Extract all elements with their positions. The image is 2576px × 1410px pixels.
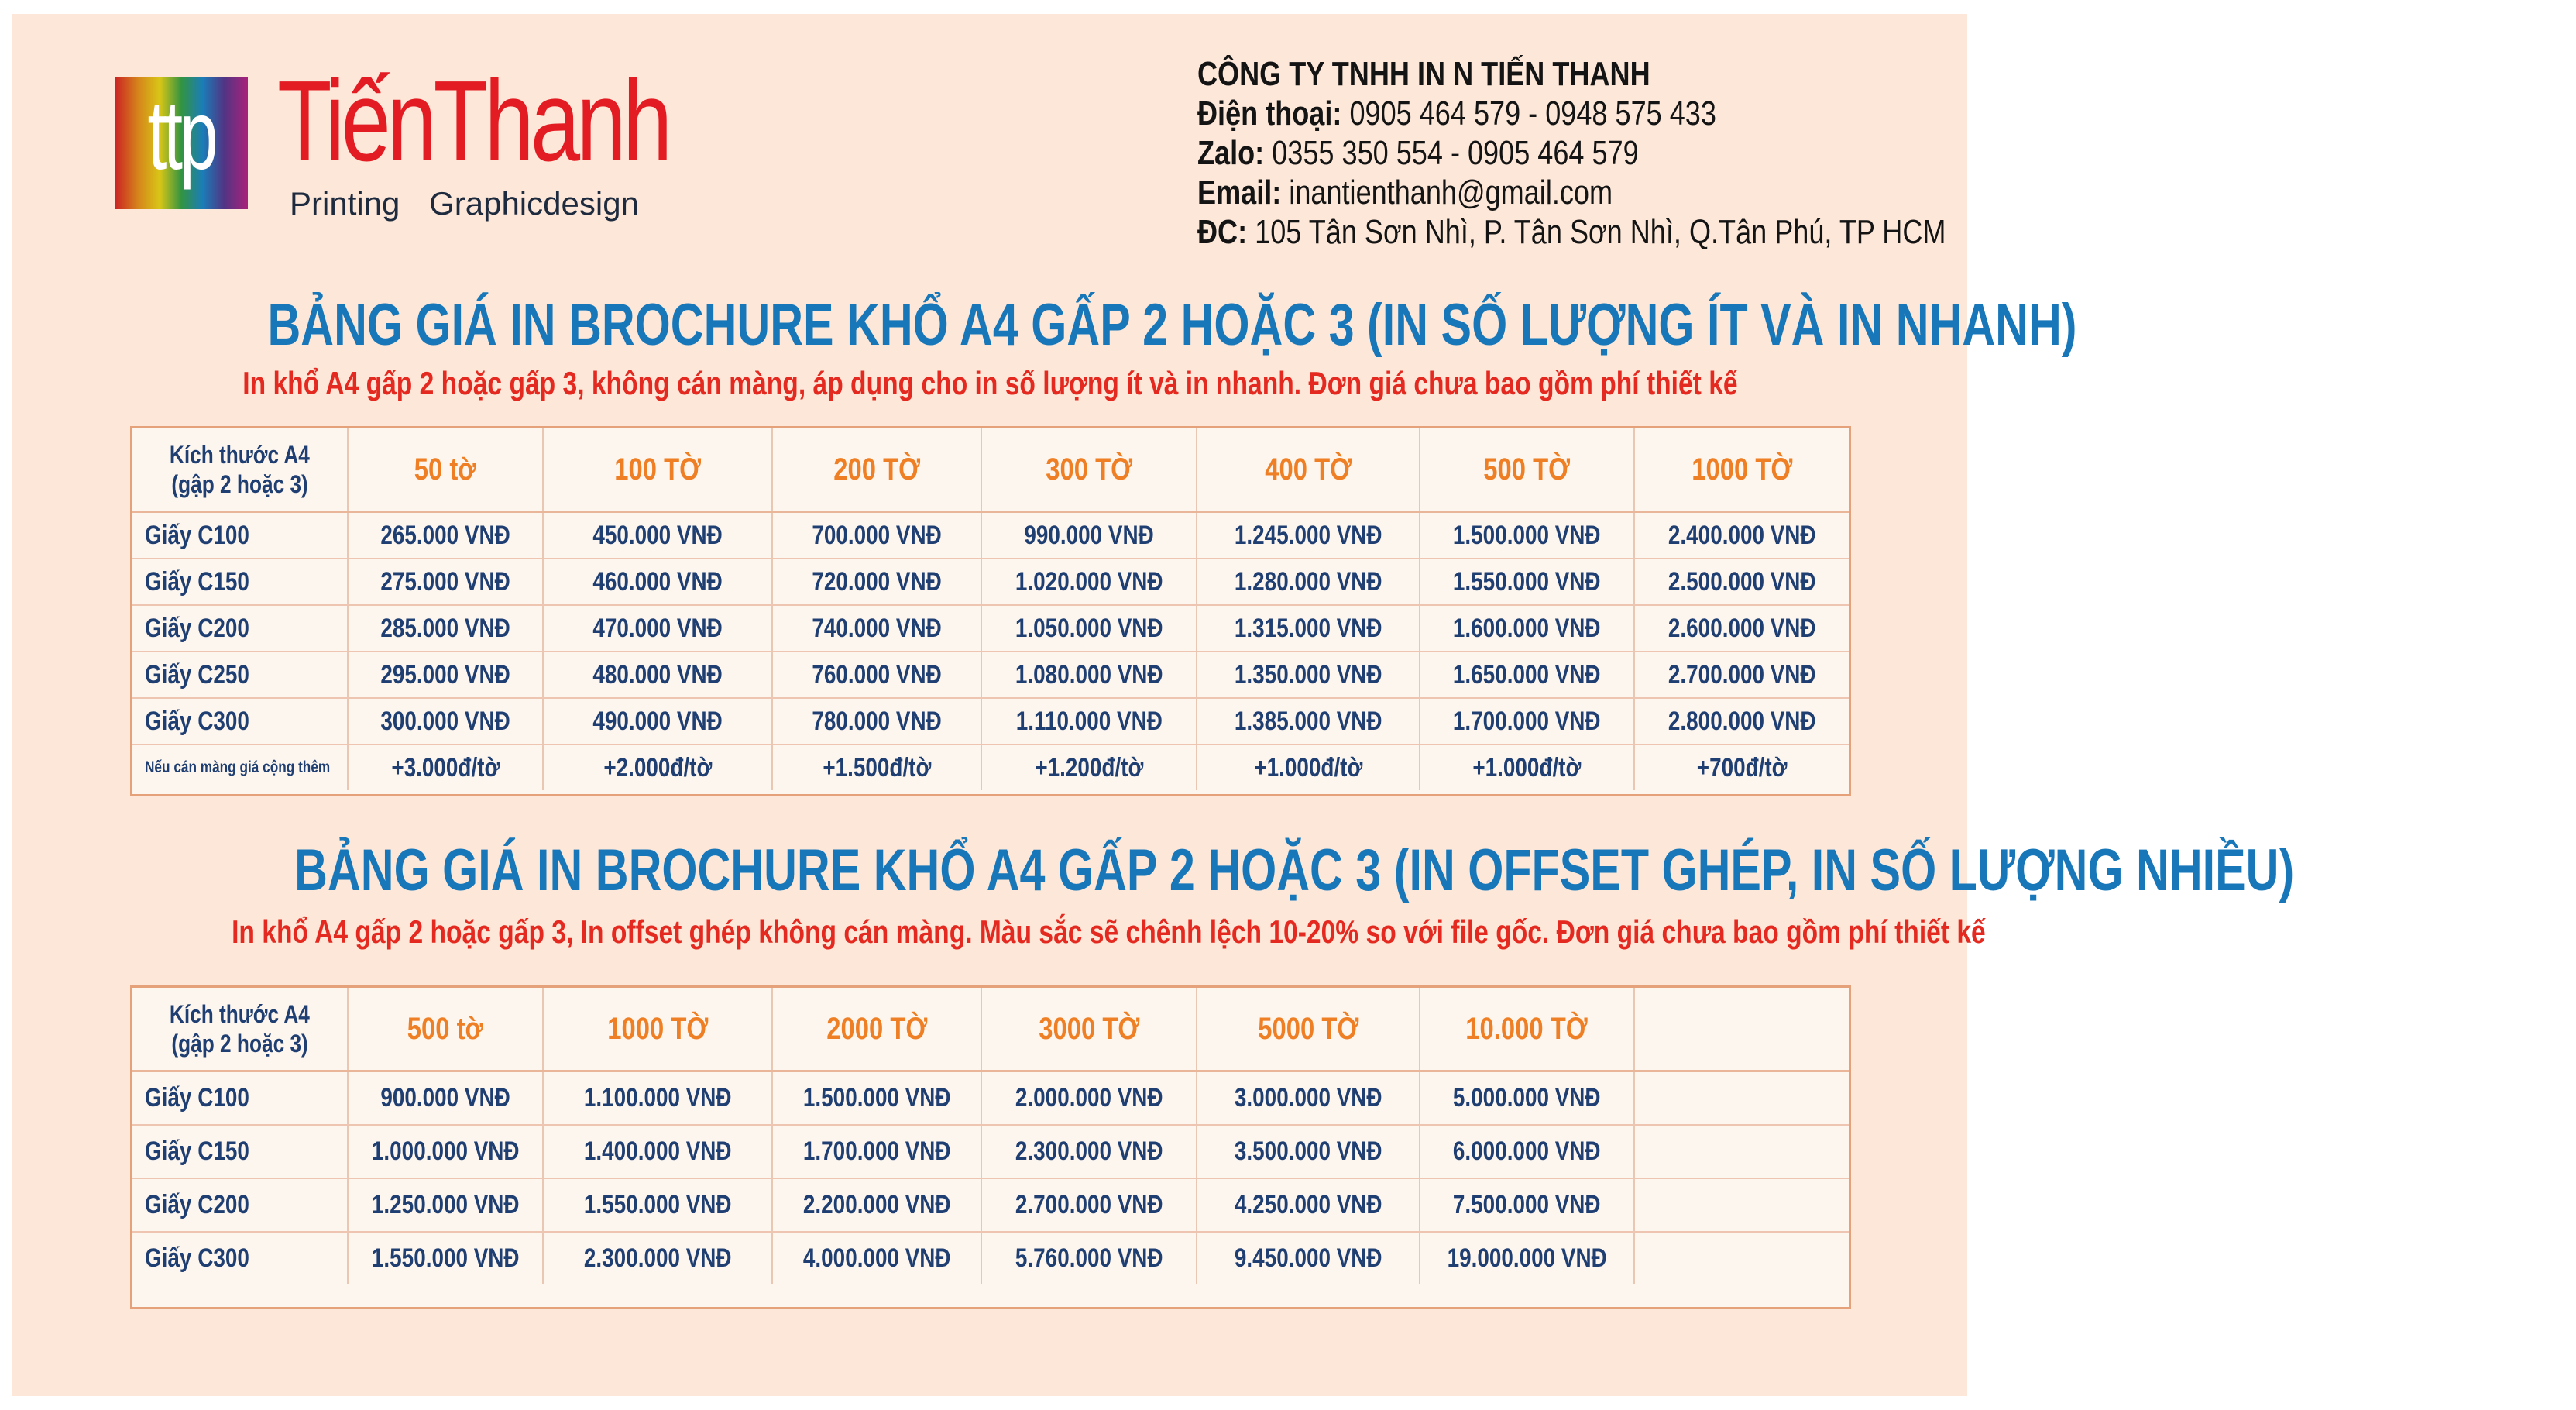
price-cell: 2.200.000 VNĐ (772, 1178, 981, 1232)
address-value: 105 Tân Sơn Nhì, P. Tân Sơn Nhì, Q.Tân Phú, TP HCM (1255, 213, 1946, 251)
price-cell: +3.000đ/tờ (348, 745, 543, 790)
price-cell (1634, 1232, 1849, 1284)
price-cell: 700.000 VNĐ (772, 512, 981, 559)
price-cell: 1.100.000 VNĐ (543, 1071, 772, 1126)
row-label: Giấy C300 (132, 1232, 348, 1284)
table-row (132, 698, 1849, 745)
tagline-graphicdesign: Graphicdesign (429, 185, 639, 222)
table-header-row (132, 988, 1849, 1071)
price-cell: 4.000.000 VNĐ (772, 1232, 981, 1284)
price-cell (1634, 1125, 1849, 1178)
price-cell: 1.400.000 VNĐ (543, 1125, 772, 1178)
price-cell: 6.000.000 VNĐ (1420, 1125, 1634, 1178)
price-cell: 1.280.000 VNĐ (1197, 559, 1420, 605)
column-header: 400 TỜ (1197, 428, 1420, 512)
price-cell: 470.000 VNĐ (543, 605, 772, 652)
price-cell: 9.450.000 VNĐ (1197, 1232, 1420, 1284)
price-cell: 1.350.000 VNĐ (1197, 652, 1420, 698)
price-cell: 265.000 VNĐ (348, 512, 543, 559)
price-table-offset (130, 985, 1851, 1309)
price-cell: 1.550.000 VNĐ (543, 1178, 772, 1232)
company-name: CÔNG TY TNHH IN N TIẾN THANH (1197, 55, 1650, 93)
row-label: Giấy C200 (132, 605, 348, 652)
price-cell: 2.700.000 VNĐ (1634, 652, 1849, 698)
section1-title-text: BẢNG GIÁ IN BROCHURE KHỔ A4 GẤP 2 HOẶC 3 (IN SỐ LƯỢNG ÍT VÀ IN NHANH) (267, 292, 2077, 358)
price-cell: 450.000 VNĐ (543, 512, 772, 559)
column-header (1634, 988, 1849, 1071)
price-cell: 760.000 VNĐ (772, 652, 981, 698)
price-cell: 2.600.000 VNĐ (1634, 605, 1849, 652)
table-row (132, 1178, 1849, 1232)
company-info (1197, 54, 1946, 252)
price-cell: 1.250.000 VNĐ (348, 1178, 543, 1232)
table-row (132, 1071, 1849, 1126)
price-cell: 720.000 VNĐ (772, 559, 981, 605)
price-cell: 3.500.000 VNĐ (1197, 1125, 1420, 1178)
column-header: 1000 TỜ (543, 988, 772, 1071)
price-cell: 780.000 VNĐ (772, 698, 981, 745)
row-label: Giấy C100 (132, 512, 348, 559)
section1-subtitle-text: In khổ A4 gấp 2 hoặc gấp 3, không cán màng, áp dụng cho in số lượng ít và in nhanh. Đơn giá chưa bao gồm phí thiết kế (242, 365, 1738, 401)
price-cell: +1.000đ/tờ (1197, 745, 1420, 790)
logo-mark-text: ttp (147, 80, 215, 191)
price-cell: 1.385.000 VNĐ (1197, 698, 1420, 745)
price-cell: 1.245.000 VNĐ (1197, 512, 1420, 559)
section2-title (12, 837, 2295, 903)
table1-body (132, 512, 1849, 791)
column-header: 500 TỜ (1420, 428, 1634, 512)
price-cell: 2.700.000 VNĐ (981, 1178, 1197, 1232)
section2-subtitle-text: In khổ A4 gấp 2 hoặc gấp 3, In offset ghép không cán màng. Màu sắc sẽ chênh lệch 10-20% so với file gốc. Đơn giá chưa bao gồm phí thiết kế (232, 913, 1986, 950)
tagline-printing: Printing (290, 185, 400, 222)
row-label: Giấy C100 (132, 1071, 348, 1126)
brand-name: TiếnThanh (277, 57, 669, 185)
column-header: 100 TỜ (543, 428, 772, 512)
price-cell: 1.080.000 VNĐ (981, 652, 1197, 698)
price-cell: 4.250.000 VNĐ (1197, 1178, 1420, 1232)
price-cell: 1.700.000 VNĐ (772, 1125, 981, 1178)
price-table-quick (130, 426, 1851, 796)
price-cell: 295.000 VNĐ (348, 652, 543, 698)
price-cell: 1.500.000 VNĐ (772, 1071, 981, 1126)
price-cell: +1.500đ/tờ (772, 745, 981, 790)
price-cell (1634, 1178, 1849, 1232)
price-cell: 480.000 VNĐ (543, 652, 772, 698)
table-row (132, 559, 1849, 605)
price-cell: 460.000 VNĐ (543, 559, 772, 605)
table-row (132, 512, 1849, 559)
section2-title-text: BẢNG GIÁ IN BROCHURE KHỔ A4 GẤP 2 HOẶC 3 (IN OFFSET GHÉP, IN SỐ LƯỢNG NHIỀU) (294, 837, 2295, 903)
row-label: Giấy C200 (132, 1178, 348, 1232)
price-cell: 1.550.000 VNĐ (348, 1232, 543, 1284)
section2-subtitle (12, 913, 1986, 950)
price-cell: 5.000.000 VNĐ (1420, 1071, 1634, 1126)
ttp-logo-icon (115, 77, 248, 209)
price-cell: 7.500.000 VNĐ (1420, 1178, 1634, 1232)
price-cell: +700đ/tờ (1696, 752, 1788, 782)
price-cell: 1.000.000 VNĐ (348, 1125, 543, 1178)
price-cell: 2.400.000 VNĐ (1634, 512, 1849, 559)
price-cell: 1.600.000 VNĐ (1420, 605, 1634, 652)
price-cell: 1.020.000 VNĐ (981, 559, 1197, 605)
section1-title (12, 292, 2077, 358)
row-label: Giấy C250 (132, 652, 348, 698)
zalo-label: Zalo: (1197, 134, 1265, 172)
price-cell: 2.300.000 VNĐ (543, 1232, 772, 1284)
price-sheet (12, 14, 2295, 1396)
column-header: 2000 TỜ (772, 988, 981, 1071)
header-corner: Kích thước A4 (gập 2 hoặc 3) (132, 988, 348, 1071)
column-header: 200 TỜ (772, 428, 981, 512)
table-row (132, 1125, 1849, 1178)
price-cell: 1.550.000 VNĐ (1420, 559, 1634, 605)
table-row (132, 1232, 1849, 1284)
column-header: 1000 TỜ (1634, 428, 1849, 512)
price-cell: 1.315.000 VNĐ (1197, 605, 1420, 652)
brand-tagline (290, 186, 659, 222)
price-cell: 2.800.000 VNĐ (1634, 698, 1849, 745)
price-cell: 3.000.000 VNĐ (1197, 1071, 1420, 1126)
column-header: 500 tờ (348, 988, 543, 1071)
column-header: 5000 TỜ (1197, 988, 1420, 1071)
price-cell: 275.000 VNĐ (348, 559, 543, 605)
zalo-value: 0355 350 554 - 0905 464 579 (1272, 134, 1639, 172)
email-value: inantienthanh@gmail.com (1289, 174, 1613, 212)
table-row (132, 652, 1849, 698)
price-cell: 2.300.000 VNĐ (981, 1125, 1197, 1178)
row-label: Giấy C300 (132, 698, 348, 745)
price-cell: 2.000.000 VNĐ (981, 1071, 1197, 1126)
column-header: 10.000 TỜ (1420, 988, 1634, 1071)
address-label: ĐC: (1197, 213, 1248, 251)
column-header: 50 tờ (348, 428, 543, 512)
row-label: Giấy C150 (132, 559, 348, 605)
price-cell: 990.000 VNĐ (981, 512, 1197, 559)
price-cell: 19.000.000 VNĐ (1420, 1232, 1634, 1284)
row-label: Giấy C150 (132, 1125, 348, 1178)
price-cell: 5.760.000 VNĐ (981, 1232, 1197, 1284)
phone-value: 0905 464 579 - 0948 575 433 (1349, 95, 1716, 132)
price-cell (1634, 1071, 1849, 1126)
price-cell: +1.200đ/tờ (981, 745, 1197, 790)
phone-label: Điện thoại: (1197, 95, 1342, 132)
table-header-row (132, 428, 1849, 512)
price-cell: +1.000đ/tờ (1420, 745, 1634, 790)
price-cell: +2.000đ/tờ (543, 745, 772, 790)
price-cell: 1.500.000 VNĐ (1420, 512, 1634, 559)
price-cell: 900.000 VNĐ (348, 1071, 543, 1126)
price-cell: 285.000 VNĐ (348, 605, 543, 652)
price-cell: 1.650.000 VNĐ (1420, 652, 1634, 698)
price-cell: 1.700.000 VNĐ (1420, 698, 1634, 745)
price-cell: 2.500.000 VNĐ (1634, 559, 1849, 605)
row-label: Nếu cán màng giá cộng thêm (132, 745, 348, 790)
column-header: 300 TỜ (981, 428, 1197, 512)
table-row (132, 605, 1849, 652)
header-corner: Kích thước A4 (gập 2 hoặc 3) (132, 428, 348, 512)
lamination-row (132, 745, 1849, 790)
table2-body (132, 1071, 1849, 1285)
price-cell: 1.110.000 VNĐ (981, 698, 1197, 745)
price-cell: 300.000 VNĐ (348, 698, 543, 745)
price-cell: 490.000 VNĐ (543, 698, 772, 745)
price-cell: 1.050.000 VNĐ (981, 605, 1197, 652)
price-cell: 740.000 VNĐ (772, 605, 981, 652)
column-header: 3000 TỜ (981, 988, 1197, 1071)
section1-subtitle (12, 366, 1967, 401)
email-label: Email: (1197, 174, 1282, 212)
